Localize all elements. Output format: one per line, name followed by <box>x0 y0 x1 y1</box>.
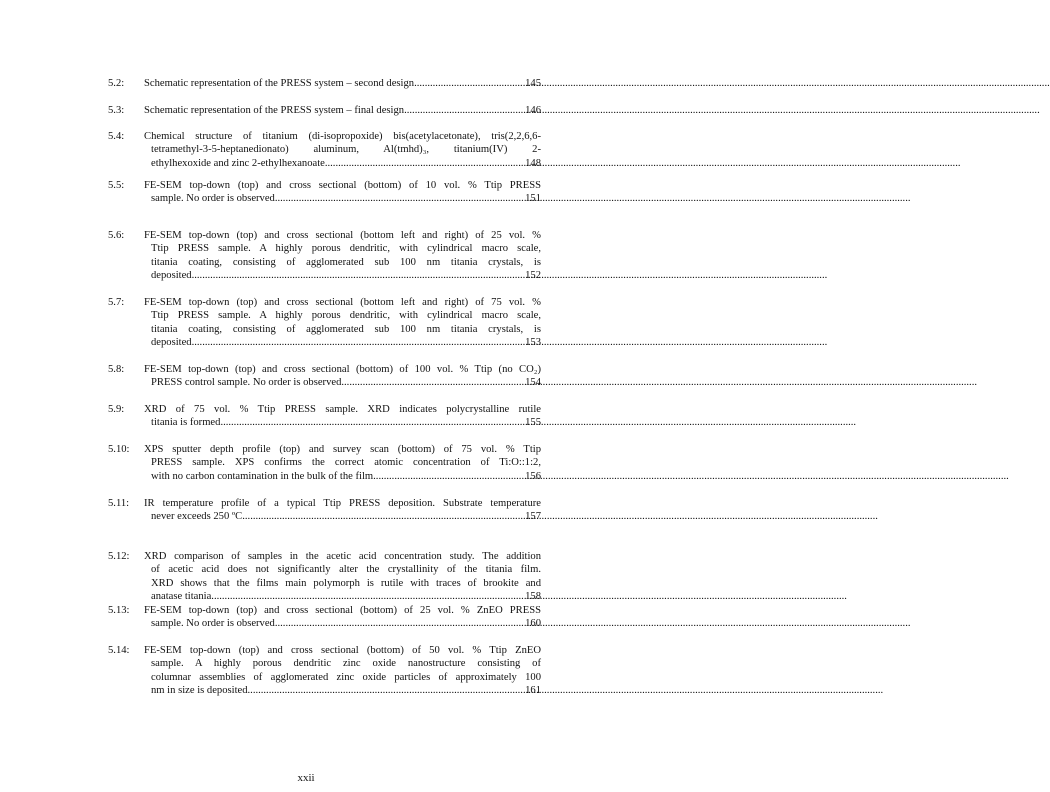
dot-leader <box>220 416 525 429</box>
page-reference[interactable]: 156 <box>525 470 541 482</box>
page-reference[interactable]: 157 <box>525 511 541 523</box>
caption-line: FE-SEM top-down (top) and cross sectional (bottom left and right) of 75 vol. % <box>144 297 541 308</box>
caption-line: XRD shows that the films main polymorph is rutile with traces of brookite and <box>151 577 541 589</box>
page-reference[interactable]: 148 <box>525 157 541 169</box>
figure-caption <box>144 644 541 698</box>
caption-line: anatase titania <box>151 591 212 603</box>
figure-entry[interactable] <box>108 644 541 698</box>
caption-last-line <box>144 192 541 205</box>
figure-number: 5.2: <box>108 78 125 89</box>
figure-number: 5.3: <box>108 105 125 116</box>
page-reference[interactable]: 152 <box>525 270 541 282</box>
caption-last-line <box>144 376 541 389</box>
dot-leader <box>404 104 525 117</box>
caption-last-line <box>144 684 541 697</box>
caption-last-line <box>144 157 541 170</box>
dot-leader <box>248 684 526 697</box>
figure-caption <box>144 179 541 206</box>
caption-line: PRESS sample. XPS confirms the correct atomic concentration of Ti:O::1:2, <box>151 457 541 469</box>
figure-caption <box>144 104 541 117</box>
caption-line: Chemical structure of titanium (di-isopropoxide) bis(acetylacetonate), tris(2,2,6,6- <box>144 131 541 142</box>
dot-leader <box>341 376 525 389</box>
figure-number: 5.10: <box>108 444 130 455</box>
caption-line: tetramethyl-3-5-heptanedionato) aluminum, Al(tmhd)₃, titanium(IV) 2- <box>151 144 541 156</box>
figure-entry[interactable] <box>108 104 541 117</box>
page-reference[interactable]: 161 <box>525 685 541 697</box>
figure-number: 5.4: <box>108 131 125 142</box>
figure-entry[interactable] <box>108 179 541 206</box>
caption-line: ethylhexoxide and zinc 2-ethylhexanoate <box>151 157 325 169</box>
figure-caption <box>144 497 541 524</box>
page-reference[interactable]: 153 <box>525 337 541 349</box>
caption-line: XRD of 75 vol. % Ttip PRESS sample. XRD indicates polycrystalline rutile <box>144 404 541 415</box>
caption-line: XPS sputter depth profile (top) and survey scan (bottom) of 75 vol. % Ttip <box>144 444 541 455</box>
caption-line: FE-SEM top-down (top) and cross sectional (bottom) of 100 vol. % Ttip (no CO₂) <box>144 364 541 375</box>
figure-entry[interactable] <box>108 229 541 283</box>
caption-line: titania coating, consisting of agglomerated sub 100 nm titania crystals, is <box>151 256 541 268</box>
caption-line: Ttip PRESS sample. A highly porous dendritic, with cylindrical macro scale, <box>151 310 541 322</box>
page-reference[interactable]: 151 <box>525 193 541 205</box>
caption-line: FE-SEM top-down (top) and cross sectional (bottom) of 25 vol. % ZnEO PRESS <box>144 605 541 616</box>
dot-leader <box>373 470 525 483</box>
caption-last-line <box>144 510 541 523</box>
figure-caption <box>144 403 541 430</box>
caption-line: sample. No order is observed <box>151 193 275 205</box>
page-number: xxii <box>297 772 315 784</box>
figure-caption <box>144 229 541 283</box>
figure-entry[interactable] <box>108 443 541 483</box>
caption-last-line <box>144 590 541 603</box>
figure-number: 5.9: <box>108 404 125 415</box>
caption-line: sample. No order is observed <box>151 618 275 630</box>
dot-leader <box>275 617 525 630</box>
figure-caption <box>144 363 541 390</box>
caption-last-line <box>144 104 541 117</box>
caption-line: PRESS control sample. No order is observed <box>151 377 342 389</box>
caption-line: titania is formed <box>151 417 221 429</box>
figure-number: 5.11: <box>108 498 130 509</box>
figure-number: 5.8: <box>108 364 125 375</box>
caption-last-line <box>144 617 541 630</box>
caption-last-line <box>144 470 541 483</box>
figure-entry[interactable] <box>108 363 541 390</box>
caption-line: nm in size is deposited <box>151 685 248 697</box>
figure-entry[interactable] <box>108 403 541 430</box>
caption-line: IR temperature profile of a typical Ttip PRESS deposition. Substrate temperature <box>144 498 541 509</box>
figure-caption <box>144 550 541 604</box>
caption-last-line <box>144 416 541 429</box>
figure-caption <box>144 130 541 170</box>
figure-number: 5.12: <box>108 551 130 562</box>
figure-entry[interactable] <box>108 77 541 90</box>
dot-leader <box>242 510 525 523</box>
dot-leader <box>192 269 526 282</box>
dot-leader <box>325 157 525 170</box>
page-reference[interactable]: 154 <box>525 377 541 389</box>
caption-line: FE-SEM top-down (top) and cross sectional (bottom left and right) of 25 vol. % <box>144 230 541 241</box>
caption-line: with no carbon contamination in the bulk of the film <box>151 470 374 482</box>
caption-line: titania coating, consisting of agglomerated sub 100 nm titania crystals, is <box>151 323 541 335</box>
figure-entry[interactable] <box>108 604 541 631</box>
dot-leader <box>192 336 526 349</box>
figure-caption <box>144 604 541 631</box>
caption-line: Schematic representation of the PRESS system – second design <box>144 78 415 89</box>
caption-last-line <box>144 77 541 90</box>
caption-line: columnar assemblies of agglomerated zinc oxide particles of approximately 100 <box>151 671 541 683</box>
figure-number: 5.14: <box>108 645 130 656</box>
figure-number: 5.5: <box>108 180 125 191</box>
caption-line: sample. A highly porous dendritic zinc oxide nanostructure consisting of <box>151 658 541 670</box>
caption-line: FE-SEM top-down (top) and cross sectional (bottom) of 10 vol. % Ttip PRESS <box>144 180 541 191</box>
caption-line: Ttip PRESS sample. A highly porous dendritic, with cylindrical macro scale, <box>151 243 541 255</box>
caption-line: deposited <box>151 337 192 349</box>
figure-entry[interactable] <box>108 130 541 170</box>
page-reference[interactable]: 160 <box>525 618 541 630</box>
caption-last-line <box>144 336 541 349</box>
page-reference[interactable]: 158 <box>525 591 541 603</box>
dot-leader <box>275 192 525 205</box>
figure-entry[interactable] <box>108 550 541 604</box>
caption-line: FE-SEM top-down (top) and cross sectional (bottom) of 50 vol. % Ttip ZnEO <box>144 645 541 656</box>
figure-entry[interactable] <box>108 296 541 350</box>
figure-number: 5.13: <box>108 605 130 616</box>
figure-number: 5.6: <box>108 230 125 241</box>
figure-caption <box>144 296 541 350</box>
caption-line: deposited <box>151 270 192 282</box>
caption-line: XRD comparison of samples in the acetic acid concentration study. The addition <box>144 551 541 562</box>
caption-line: Schematic representation of the PRESS system – final design <box>144 105 405 116</box>
page-reference[interactable]: 155 <box>525 417 541 429</box>
figure-entry[interactable] <box>108 497 541 524</box>
dot-leader <box>414 77 525 90</box>
caption-line: of acetic acid does not significantly alter the crystallinity of the titania film. <box>151 564 541 576</box>
figure-caption <box>144 77 541 90</box>
dot-leader <box>211 590 525 603</box>
caption-line: never exceeds 250 ºC <box>151 511 243 523</box>
page-reference[interactable]: 146 <box>525 105 541 116</box>
figure-caption <box>144 443 541 483</box>
figure-number: 5.7: <box>108 297 125 308</box>
page-reference[interactable]: 145 <box>525 78 541 89</box>
caption-last-line <box>144 269 541 282</box>
